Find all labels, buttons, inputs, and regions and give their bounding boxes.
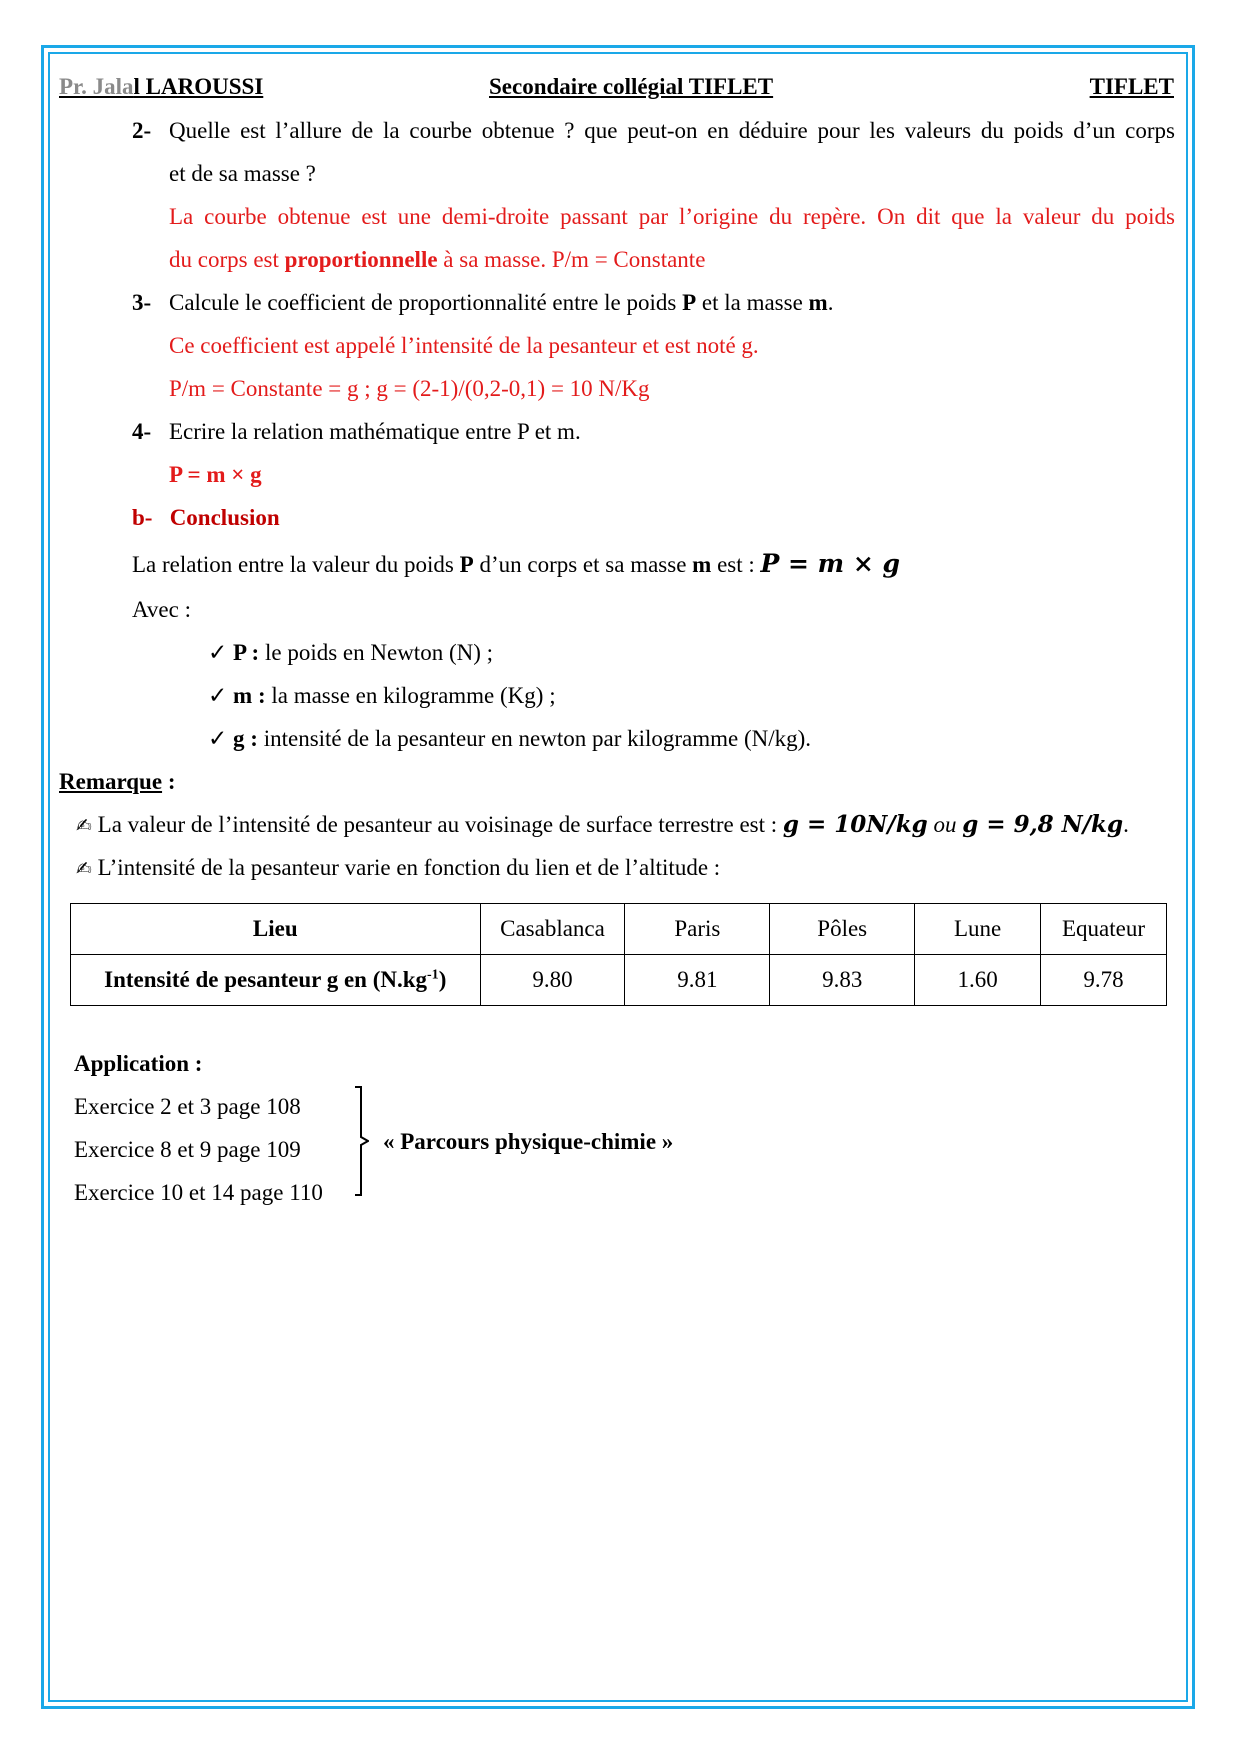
row-label-end: ) xyxy=(438,967,447,992)
q2-answer-text: du corps est xyxy=(169,247,285,272)
q3-text-end: . xyxy=(827,290,834,315)
conclusion-text-mid: d’un corps et sa masse xyxy=(473,552,693,577)
q2-answer-text-end: à sa masse. P/m = Constante xyxy=(437,247,706,272)
header-author-rest: l LAROUSSI xyxy=(133,74,264,99)
table-cell-value: 9.81 xyxy=(625,955,770,1006)
table-cell-place: Casablanca xyxy=(480,904,625,955)
remarque-line1-text: La valeur de l’intensité de pesanteur au voisinage de surface terrestre est : xyxy=(97,812,783,837)
conclusion-heading: b- Conclusion xyxy=(132,505,280,530)
definition-term: P : xyxy=(233,640,260,665)
q3-symbol-p: P xyxy=(682,290,697,315)
check-icon: ✓ xyxy=(208,640,228,665)
conclusion-formula: P = m × g xyxy=(760,549,900,578)
conclusion-avec: Avec : xyxy=(132,597,191,622)
conclusion-symbol-p: P xyxy=(459,552,474,577)
q2-number: 2- xyxy=(132,118,152,143)
remarque-line2 xyxy=(76,853,720,884)
definition-desc: la masse en kilogramme (Kg) ; xyxy=(265,683,556,708)
header-city: TIFLET xyxy=(1089,74,1174,99)
check-icon: ✓ xyxy=(208,683,228,708)
exercise-item: Exercice 2 et 3 page 108 xyxy=(74,1094,301,1119)
q3-answer-line1: Ce coefficient est appelé l’intensité de la pesanteur et est noté g. xyxy=(169,333,759,358)
definition-desc: intensité de la pesanteur en newton par kilogramme (N/kg). xyxy=(257,726,812,751)
pencil-icon: ✍ xyxy=(76,858,92,880)
definition-item xyxy=(208,724,811,754)
check-icon: ✓ xyxy=(208,726,228,751)
q3-question xyxy=(169,288,833,318)
q3-answer-line2: P/m = Constante = g ; g = (2-1)/(0,2-0,1) = 10 N/Kg xyxy=(169,376,650,401)
definition-desc: le poids en Newton (N) ; xyxy=(259,640,494,665)
exercise-item: Exercice 10 et 14 page 110 xyxy=(74,1180,323,1205)
definition-item xyxy=(208,681,556,711)
row-label-text: Intensité de pesanteur g en (N.kg xyxy=(104,967,428,992)
remarque-heading xyxy=(59,767,175,797)
gravity-table xyxy=(70,903,1167,1006)
exercise-item: Exercice 8 et 9 page 109 xyxy=(74,1137,301,1162)
remarque-formula-1: g = 10N/kg xyxy=(782,811,928,838)
remarque-formula-2: g = 9,8 N/kg xyxy=(962,811,1124,838)
definition-term: g : xyxy=(233,726,258,751)
table-cell-place: Pôles xyxy=(770,904,915,955)
q3-text-mid: et la masse xyxy=(696,290,809,315)
textbook-name: « Parcours physique-chimie » xyxy=(383,1129,674,1154)
row-label-sup: -1 xyxy=(427,967,439,983)
table-cell-value: 9.78 xyxy=(1041,955,1167,1006)
table-cell-value: 1.60 xyxy=(915,955,1041,1006)
q4-answer: P = m × g xyxy=(169,462,262,487)
table-cell-place: Equateur xyxy=(1041,904,1167,955)
q2-line2: et de sa masse ? xyxy=(169,161,316,186)
right-brace-icon xyxy=(355,1085,369,1197)
pencil-icon: ✍ xyxy=(76,815,92,837)
remarque-line1-end: . xyxy=(1123,812,1129,837)
q2-answer-line2 xyxy=(169,245,705,275)
definition-term: m : xyxy=(233,683,266,708)
application-heading: Application : xyxy=(74,1051,203,1076)
remarque-title: Remarque xyxy=(59,769,163,794)
conclusion-text: La relation entre la valeur du poids xyxy=(132,552,460,577)
table-cell-value: 9.80 xyxy=(480,955,625,1006)
table-row xyxy=(71,955,1167,1006)
table-row-label xyxy=(71,955,481,1006)
table-cell-value: 9.83 xyxy=(770,955,915,1006)
table-header-lieu: Lieu xyxy=(71,904,481,955)
q2-answer-line1: La courbe obtenue est une demi-droite passant par l’origine du repère. On dit que la valeur du poids xyxy=(169,204,1175,229)
table-cell-place: Lune xyxy=(915,904,1041,955)
remarque-colon: : xyxy=(162,769,176,794)
remarque-line2-text: L’intensité de la pesanteur varie en fonction du lien et de l’altitude : xyxy=(97,855,721,880)
header-school: Secondaire collégial TIFLET xyxy=(489,74,774,99)
q3-number: 3- xyxy=(132,290,152,315)
conclusion-symbol-m: m xyxy=(692,552,712,577)
header-author-prefix: Pr. Jala xyxy=(59,74,134,99)
table-row xyxy=(71,904,1167,955)
table-cell-place: Paris xyxy=(625,904,770,955)
q4-number: 4- xyxy=(132,419,152,444)
definition-item xyxy=(208,638,493,668)
remarque-ou: ou xyxy=(927,812,963,837)
q2-answer-keyword: proportionnelle xyxy=(284,247,438,272)
q4-question: Ecrire la relation mathématique entre P et m. xyxy=(169,419,581,444)
conclusion-sentence xyxy=(132,549,900,580)
conclusion-text-end: est : xyxy=(711,552,761,577)
remarque-line1 xyxy=(76,810,1129,841)
q3-symbol-m: m xyxy=(808,290,828,315)
header-author xyxy=(59,74,263,100)
q2-line1: Quelle est l’allure de la courbe obtenue ? que peut-on en déduire pour les valeurs du poids d’un corps xyxy=(169,118,1175,143)
q3-text: Calcule le coefficient de proportionnalité entre le poids xyxy=(169,290,683,315)
